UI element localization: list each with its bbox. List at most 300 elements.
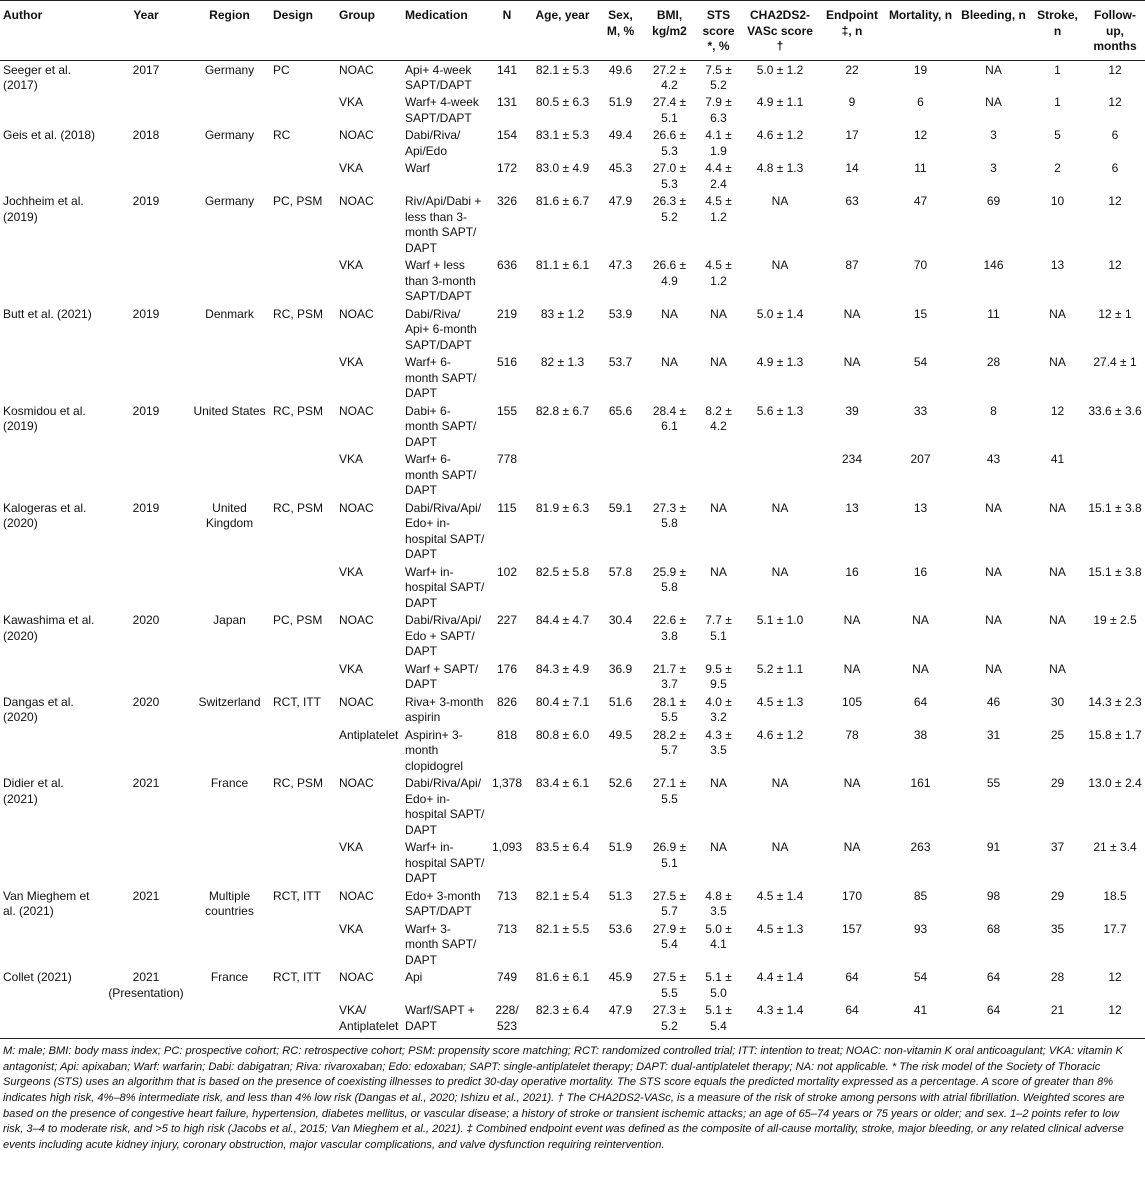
header-region: Region (189, 1, 270, 61)
cell-medication: Riv/Api/Dabi + less than 3-month SAPT/ DAPT (405, 194, 482, 255)
cell-bleeding: 43 (986, 452, 1001, 467)
table-row (0, 660, 1145, 693)
cell-sex: 53.9 (608, 306, 633, 321)
cell-medication: Warf/SAPT + DAPT (402, 1001, 488, 1038)
cell-empty (103, 563, 189, 611)
cell-region: Germany (204, 128, 255, 143)
table-row (0, 354, 1145, 402)
cell-bleeding: 11 (987, 306, 1000, 321)
cell-bleeding: NA (985, 661, 1002, 676)
cell-endpoint: NA (843, 776, 861, 791)
cell-empty (189, 920, 270, 968)
cell-mortality: 38 (913, 727, 928, 742)
cell-empty (189, 451, 270, 499)
cell-followup: 12 (1085, 1001, 1145, 1038)
cell-empty (0, 726, 103, 774)
cell-followup: 14.3 ± 2.3 (1088, 694, 1142, 709)
cell-year: 2019 (132, 500, 160, 515)
cell-cha: 4.5 ± 1.3 (756, 694, 804, 709)
cell-bmi: 27.1 ± 5.5 (652, 776, 687, 806)
cell-bmi: 27.0 ± 5.3 (652, 161, 687, 191)
table-row (0, 839, 1145, 887)
footnote-abbreviations: M: male; BMI: body mass index; PC: prospective cohort; RC: retrospective cohort; PSM: propensity score matching; RCT: randomized controlled trial; ITT: intention to treat; NOAC: non-vitamin K oral anticoagulant; VKA: vitamin K antagonist; Api: apixaban; Warf: warfarin; Dabi: dabigatran; Riva: rivaroxaban; Edo: edoxaban; SAPT: single-antiplatelet therapy; DAPT: dual-antiplatelet therapy; NA: not applicable. (3, 1045, 1123, 1073)
cell-region: Switzerland (198, 694, 261, 709)
cell-mortality: 33 (913, 403, 928, 418)
cell-endpoint: NA (843, 840, 861, 855)
cell-n: 219 (496, 306, 518, 321)
cell-medication: Warf+ 4-week SAPT/DAPT (405, 95, 479, 125)
cell-stroke: 41 (1050, 452, 1065, 467)
cell-followup: 12 (1108, 970, 1122, 985)
cell-empty (0, 257, 103, 305)
cell-followup: 18.5 (1103, 888, 1127, 903)
cell-author: Jochheim et al. (2019) (3, 194, 84, 224)
cell-empty (0, 920, 103, 968)
cell-bmi: 27.4 ± 5.1 (652, 95, 687, 125)
cell-mortality: NA (912, 613, 929, 628)
cell-mortality: 41 (884, 1001, 957, 1038)
table-row (0, 499, 1145, 563)
cell-followup: 19 ± 2.5 (1093, 613, 1137, 628)
cell-followup: 21 ± 3.4 (1093, 840, 1137, 855)
cell-region: United States (193, 403, 266, 418)
cell-stroke: NA (1049, 500, 1066, 515)
cell-bmi: 27.3 ± 5.2 (642, 1001, 697, 1038)
header-bmi: BMI, kg/m2 (642, 1, 697, 61)
cell-stroke: 10 (1050, 194, 1065, 209)
cell-cha: 5.6 ± 1.3 (756, 403, 804, 418)
cell-bleeding: NA (985, 564, 1002, 579)
cell-medication: Riva+ 3-month aspirin (405, 694, 484, 725)
cell-age: 81.1 ± 6.1 (535, 258, 590, 273)
cell-medication: Api (405, 970, 423, 985)
cell-group: Antiplatelet (339, 727, 399, 742)
cell-mortality: NA (912, 661, 929, 676)
cell-age: 80.8 ± 6.0 (535, 727, 590, 742)
cell-stroke: 35 (1050, 921, 1065, 936)
table-row (0, 193, 1145, 257)
cell-medication: Dabi/Riva/ Api+ 6-month SAPT/DAPT (405, 306, 477, 352)
cell-medication: Edo+ 3-month SAPT/DAPT (405, 888, 481, 919)
cell-design: RC, PSM (273, 500, 324, 515)
cell-design: RCT, ITT (273, 970, 321, 985)
cell-cha: NA (771, 194, 789, 209)
cell-medication: Warf + less than 3-month SAPT/DAPT (405, 258, 476, 304)
cell-group: NOAC (339, 888, 374, 903)
cell-age: 81.6 ± 6.1 (535, 970, 590, 985)
cell-empty (270, 563, 336, 611)
cell-bmi: 27.2 ± 4.2 (652, 62, 687, 92)
cell-cha: 4.5 ± 1.3 (756, 921, 804, 936)
cell-stroke: 30 (1050, 694, 1065, 709)
cell-n: 131 (496, 95, 518, 110)
table-body (0, 60, 1145, 1039)
cell-cha: 4.9 ± 1.3 (756, 355, 804, 370)
cell-stroke: 5 (1054, 128, 1061, 143)
cell-followup (1085, 451, 1145, 499)
cell-empty (270, 354, 336, 402)
cell-group: VKA (339, 355, 364, 370)
cell-author: Butt et al. (2021) (3, 306, 92, 321)
cell-group: VKA (339, 921, 364, 936)
cell-age: 83 ± 1.2 (540, 306, 585, 321)
cell-n: 115 (497, 500, 517, 515)
cell-cha: NA (771, 500, 789, 515)
cell-followup: 12 (1108, 62, 1122, 77)
cell-design: RC, PSM (273, 403, 324, 418)
cell-stroke: NA (1049, 355, 1066, 370)
cell-n: 228/ 523 (488, 1001, 526, 1038)
cell-empty (189, 660, 270, 693)
cell-region: Japan (213, 613, 246, 628)
cell-empty (189, 257, 270, 305)
cell-stroke: 37 (1050, 840, 1065, 855)
cell-region: Denmark (205, 306, 254, 321)
header-cha: CHA2DS2-VASc score † (740, 1, 820, 61)
cell-author: Kalogeras et al. (2020) (3, 500, 87, 531)
cell-group: NOAC (339, 970, 374, 985)
cell-n: 636 (496, 258, 518, 273)
cell-year: 2021 (132, 776, 160, 791)
cell-sex: 51.9 (608, 95, 633, 110)
table-row (0, 160, 1145, 193)
cell-empty (0, 160, 103, 193)
cell-sex: 45.9 (608, 970, 633, 985)
cell-bmi: 27.5 ± 5.7 (652, 888, 687, 919)
table-row (0, 1001, 1145, 1038)
cell-medication: Warf (405, 161, 430, 176)
header-row (0, 1, 1145, 61)
cell-followup: 15.8 ± 1.7 (1088, 727, 1142, 742)
cell-age: 80.4 ± 7.1 (535, 694, 590, 709)
cell-empty (270, 451, 336, 499)
cell-empty (0, 839, 103, 887)
cell-bleeding: NA (985, 62, 1002, 77)
cell-n: 176 (496, 661, 518, 676)
cell-n: 818 (496, 727, 518, 742)
cell-empty (0, 1001, 103, 1038)
cell-bleeding: 64 (986, 970, 1001, 985)
table-row (0, 775, 1145, 839)
cell-age: 82.1 ± 5.3 (535, 62, 590, 77)
cell-bleeding: 3 (990, 128, 997, 143)
cell-cha (740, 451, 820, 499)
cell-followup: 15.1 ± 3.8 (1088, 564, 1142, 579)
cell-sex: 53.7 (608, 355, 633, 370)
cell-age: 83.1 ± 5.3 (535, 128, 590, 143)
cell-group: NOAC (339, 194, 374, 209)
cell-cha: 4.3 ± 1.4 (740, 1001, 820, 1038)
cell-empty (189, 1001, 270, 1038)
cell-medication: Warf+ in- hospital SAPT/ DAPT (405, 840, 485, 886)
cell-mortality: 54 (913, 355, 928, 370)
header-mortality: Mortality, n (884, 1, 957, 61)
cell-mortality: 47 (913, 194, 928, 209)
header-group: Group (336, 1, 402, 61)
table-row (0, 726, 1145, 774)
cell-author: Kawashima et al. (2020) (3, 613, 95, 643)
cell-endpoint: NA (843, 613, 861, 628)
cell-cha: 4.4 ± 1.4 (756, 970, 804, 985)
cell-region: France (210, 970, 249, 985)
cell-sex: 65.6 (608, 403, 633, 418)
cell-stroke: 29 (1050, 776, 1065, 791)
table-row (0, 451, 1145, 499)
cell-empty (103, 354, 189, 402)
cell-mortality: 11 (914, 161, 927, 176)
cell-bmi: 26.6 ± 4.9 (652, 258, 687, 288)
header-age: Age, year (526, 1, 599, 61)
cell-year: 2020 (132, 613, 160, 628)
cell-mortality: 19 (913, 62, 928, 77)
cell-year: 2018 (132, 128, 160, 143)
cell-followup: 15.1 ± 3.8 (1088, 500, 1142, 515)
cell-sts: 5.1 ± 5.4 (697, 1001, 740, 1038)
cell-endpoint: 17 (845, 128, 859, 143)
cell-endpoint: 87 (845, 258, 859, 273)
cell-empty (103, 451, 189, 499)
cell-empty (103, 257, 189, 305)
cell-sex: 59.1 (608, 500, 633, 515)
cell-age: 80.5 ± 6.3 (535, 95, 590, 110)
header-design: Design (270, 1, 336, 61)
cell-empty (0, 660, 103, 693)
cell-sex: 45.3 (608, 161, 633, 176)
cell-sts: 4.5 ± 1.2 (705, 194, 732, 224)
cell-stroke: 28 (1050, 970, 1065, 985)
cell-sex: 49.6 (608, 62, 633, 77)
cell-bmi (642, 451, 697, 499)
cell-empty (189, 726, 270, 774)
cell-mortality: 263 (910, 840, 931, 855)
cell-group: VKA (339, 840, 364, 855)
cell-medication: Warf + SAPT/ DAPT (405, 661, 479, 692)
cell-group: NOAC (339, 694, 374, 709)
cell-sts: NA (710, 776, 727, 791)
cell-sts: 8.2 ± 4.2 (705, 403, 732, 434)
cell-empty (103, 1001, 189, 1038)
cell-followup: 33.6 ± 3.6 (1088, 403, 1142, 418)
cell-stroke: NA (1049, 613, 1066, 628)
cell-stroke: NA (1049, 661, 1066, 676)
cell-region: Multiple countries (205, 888, 254, 919)
cell-bleeding: NA (985, 613, 1002, 628)
cell-followup: 6 (1111, 128, 1119, 143)
table-row (0, 257, 1145, 305)
cell-cha: 5.0 ± 1.2 (756, 62, 804, 77)
cell-sts: 4.0 ± 3.2 (705, 694, 732, 725)
cell-bleeding: NA (985, 500, 1002, 515)
cell-empty (270, 160, 336, 193)
cell-author: Seeger et al. (2017) (3, 62, 72, 92)
footnote-endpoint: ‡ Combined endpoint event was defined as the composite of all-cause mortality, stroke, major bleeding, or any related clinical adverse events including acute kidney injury, coronary obstruction, major vascular complications, and valve dysfunction requiring reintervention. (3, 1123, 1124, 1151)
cell-n: 826 (496, 694, 518, 709)
cell-group: VKA (339, 564, 364, 579)
cell-age: 84.4 ± 4.7 (535, 613, 590, 628)
table-row (0, 612, 1145, 660)
cell-medication: Warf+ 6- month SAPT/ DAPT (405, 355, 477, 401)
cell-n: 713 (496, 888, 518, 903)
cell-bleeding: NA (985, 95, 1002, 110)
cell-mortality: 161 (910, 776, 931, 791)
cell-sts: NA (710, 355, 727, 370)
cell-stroke: 25 (1050, 727, 1065, 742)
cell-year: 2019 (132, 306, 160, 321)
cell-bmi: 28.2 ± 5.7 (652, 727, 687, 758)
cell-age: 84.3 ± 4.9 (535, 661, 590, 676)
cell-empty (270, 94, 336, 127)
cell-followup: 12 (1108, 258, 1122, 273)
cell-cha: NA (771, 564, 789, 579)
cell-empty (189, 563, 270, 611)
cell-n: 172 (496, 161, 518, 176)
cell-mortality: 16 (913, 564, 928, 579)
cell-group: VKA (339, 95, 364, 110)
cell-bleeding: 69 (986, 194, 1001, 209)
cell-region: France (210, 776, 249, 791)
table-row (0, 693, 1145, 726)
cell-bmi: 26.9 ± 5.1 (652, 840, 687, 870)
cell-cha: 5.2 ± 1.1 (756, 661, 804, 676)
table-row (0, 94, 1145, 127)
cell-age: 82.1 ± 5.4 (535, 888, 590, 903)
cell-year: 2021 (132, 888, 160, 903)
cell-followup: 12 ± 1 (1098, 306, 1132, 321)
cell-sex: 51.3 (608, 888, 633, 903)
cell-empty (0, 563, 103, 611)
cell-stroke: NA (1049, 564, 1066, 579)
cell-medication: Dabi/Riva/Api/ Edo+ in- hospital SAPT/ DAPT (405, 500, 485, 562)
cell-sts: 4.5 ± 1.2 (705, 258, 732, 288)
cell-followup: 27.4 ± 1 (1093, 355, 1137, 370)
cell-endpoint: 105 (841, 694, 863, 709)
cell-sex (599, 451, 642, 499)
cell-age: 81.6 ± 6.7 (535, 194, 590, 209)
cell-design: RC, PSM (273, 306, 324, 321)
cell-stroke: 1 (1054, 95, 1061, 110)
cell-author: Dangas et al. (2020) (3, 694, 74, 725)
cell-age: 83.4 ± 6.1 (535, 776, 590, 791)
cell-sts: 5.1 ± 5.0 (705, 970, 732, 1000)
table-row (0, 920, 1145, 968)
cell-cha: NA (771, 258, 789, 273)
cell-year: 2019 (132, 403, 160, 418)
cell-bleeding: 146 (983, 258, 1004, 273)
cell-design: PC, PSM (273, 613, 323, 628)
cell-n: 326 (496, 194, 518, 209)
cell-bleeding: 3 (990, 161, 997, 176)
cell-cha: 5.0 ± 1.4 (756, 306, 804, 321)
cell-empty (189, 160, 270, 193)
table-footnote (0, 1039, 1145, 1153)
cell-mortality: 207 (910, 452, 931, 467)
cell-group: NOAC (339, 776, 374, 791)
cell-endpoint: NA (843, 306, 861, 321)
header-sex: Sex, M, % (599, 1, 642, 61)
cell-cha: NA (771, 840, 789, 855)
cell-empty (270, 839, 336, 887)
cell-endpoint: 170 (841, 888, 863, 903)
cell-followup (1085, 660, 1145, 693)
cell-group: NOAC (339, 613, 374, 628)
cell-sts: 5.0 ± 4.1 (705, 921, 732, 952)
cell-endpoint: NA (843, 355, 861, 370)
cell-endpoint: 157 (841, 921, 863, 936)
cell-sex: 51.9 (608, 840, 633, 855)
cell-endpoint: 234 (841, 452, 863, 467)
table-row (0, 887, 1145, 920)
cell-bmi: 26.6 ± 5.3 (652, 128, 687, 158)
cell-stroke: 1 (1054, 62, 1061, 77)
cell-empty (189, 354, 270, 402)
cell-cha: 4.6 ± 1.2 (756, 727, 804, 742)
header-year: Year (103, 1, 189, 61)
header-n: N (488, 1, 526, 61)
header-stroke: Stroke, n (1030, 1, 1085, 61)
cell-empty (103, 94, 189, 127)
cell-age: 82.5 ± 5.8 (535, 564, 590, 579)
cell-endpoint: 14 (845, 161, 859, 176)
cell-sts (697, 451, 740, 499)
cell-n: 141 (496, 62, 518, 77)
cell-sex: 36.9 (608, 661, 633, 676)
cell-mortality: 6 (917, 95, 924, 110)
cell-bmi: NA (661, 355, 678, 370)
cell-design: RCT, ITT (273, 888, 321, 903)
cell-n: 516 (496, 355, 518, 370)
header-sts: STS score *, % (697, 1, 740, 61)
cell-design: PC (273, 62, 290, 77)
cell-empty (103, 920, 189, 968)
cell-empty (103, 160, 189, 193)
cell-medication: Dabi+ 6- month SAPT/ DAPT (405, 403, 477, 449)
header-author: Author (0, 1, 103, 61)
cell-bleeding: 28 (986, 355, 1001, 370)
cell-n: 155 (496, 403, 518, 418)
table-row (0, 127, 1145, 160)
cell-stroke: 2 (1054, 161, 1061, 176)
cell-cha: 4.6 ± 1.2 (756, 128, 804, 143)
cell-medication: Dabi/Riva/Api/ Edo + SAPT/ DAPT (405, 613, 482, 659)
cell-bmi: 22.6 ± 3.8 (652, 613, 687, 643)
cell-mortality: 93 (913, 921, 928, 936)
cell-sex: 47.9 (599, 1001, 642, 1038)
cell-followup: 13.0 ± 2.4 (1088, 776, 1142, 791)
cell-n: 749 (496, 970, 518, 985)
table-row (0, 563, 1145, 611)
cell-bleeding: 46 (986, 694, 1001, 709)
cell-n: 154 (496, 128, 518, 143)
cell-n: 1,093 (491, 840, 523, 855)
cell-endpoint: 39 (845, 403, 859, 418)
cell-group: NOAC (339, 62, 374, 77)
cell-mortality: 15 (913, 306, 928, 321)
cell-endpoint: 16 (845, 564, 859, 579)
cell-age: 82.3 ± 6.4 (526, 1001, 599, 1038)
cell-age (526, 451, 599, 499)
cell-stroke: 21 (1030, 1001, 1085, 1038)
cell-bmi: 27.9 ± 5.4 (652, 921, 687, 952)
cell-bmi: 27.3 ± 5.8 (652, 500, 687, 531)
cell-group: NOAC (339, 403, 374, 418)
cell-followup: 6 (1111, 161, 1119, 176)
cell-group: VKA (339, 161, 364, 176)
cell-group: VKA (339, 661, 364, 676)
cell-bleeding: 55 (986, 776, 1001, 791)
cell-endpoint: 63 (845, 194, 859, 209)
cell-sex: 49.5 (608, 727, 633, 742)
cell-empty (189, 94, 270, 127)
